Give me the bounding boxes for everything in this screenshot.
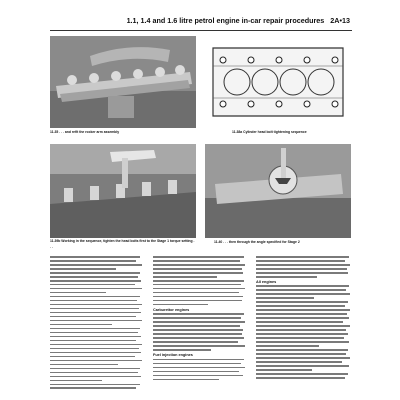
heading-carburettor-engines: Carburettor engines	[153, 307, 190, 312]
cylinder-head-drawing	[205, 36, 351, 128]
figure-caption-1: 11.35 . . . and refit the rocker arm assembly	[50, 130, 120, 134]
heading-fuel-injection-engines: Fuel injection engines	[153, 353, 193, 358]
torque-wrench-image	[50, 144, 196, 238]
header-page-code: 2A•13	[330, 16, 350, 25]
torque-wrench-photo	[50, 144, 196, 238]
body-column-3	[256, 256, 352, 394]
angle-gauge-image	[205, 144, 351, 238]
body-column-2	[153, 256, 247, 394]
page-header	[60, 14, 350, 28]
figure-caption-3	[50, 239, 196, 251]
rocker-arm-photo	[50, 36, 196, 128]
rocker-arm-image	[50, 36, 196, 128]
head-bolt-sequence-diagram	[205, 36, 351, 128]
heading-all-engines: All engines	[256, 279, 277, 284]
body-column-1	[50, 256, 144, 394]
angle-gauge-photo	[205, 144, 351, 238]
figure-caption-3-text: 11.39b Working in the sequence, tighten the head bolts first to the Stage 1 torque setting . . .	[50, 239, 195, 249]
figure-caption-2: 11.38a Cylinder head bolt tightening sequence	[232, 130, 307, 134]
header-divider	[50, 30, 352, 31]
figure-caption-4: 11.40 . . . then through the angle specified for Stage 2	[214, 240, 300, 244]
header-title: 1.1, 1.4 and 1.6 litre petrol engine in-car repair procedures	[126, 16, 325, 25]
